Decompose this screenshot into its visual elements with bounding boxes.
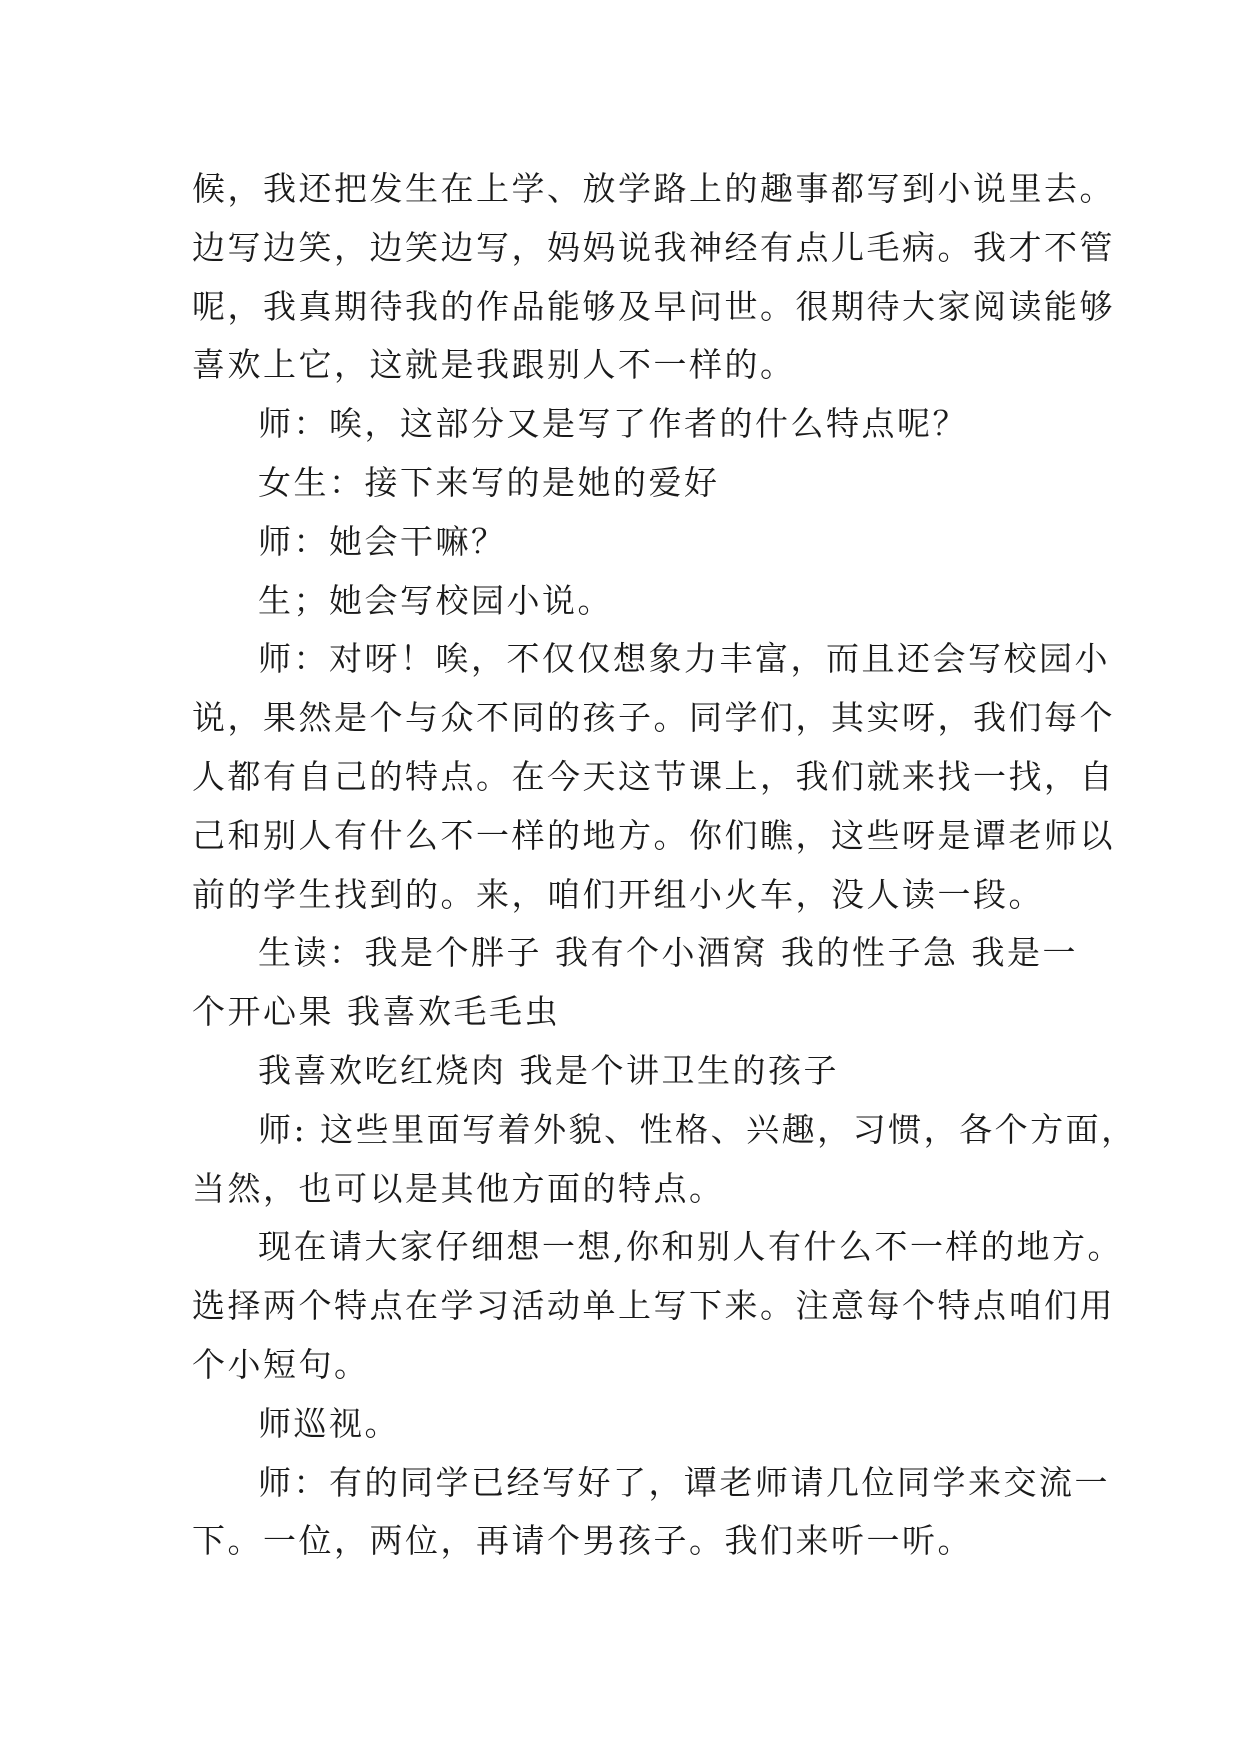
text-line: 呢，我真期待我的作品能够及早问世。很期待大家阅读能够 xyxy=(192,286,1115,326)
text-line: 师：唉，这部分又是写了作者的什么特点呢？ xyxy=(258,404,968,444)
text-line: 师：有的同学已经写好了，谭老师请几位同学来交流一 xyxy=(258,1462,1110,1502)
text-line: 生；她会写校园小说。 xyxy=(258,580,613,620)
text-line: 师巡视。 xyxy=(258,1403,400,1443)
text-line: 人都有自己的特点。在今天这节课上，我们就来找一找，自 xyxy=(192,756,1115,796)
text-line: 生读：我是个胖子 我有个小酒窝 我的性子急 我是一 xyxy=(258,933,1078,973)
text-line: 当然，也可以是其他方面的特点。 xyxy=(192,1168,725,1208)
text-line: 前的学生找到的。来，咱们开组小火车，没人读一段。 xyxy=(192,874,1044,914)
text-line: 喜欢上它，这就是我跟别人不一样的。 xyxy=(192,345,796,385)
text-line: 师：她会干嘛？ xyxy=(258,521,507,561)
text-line: 下。一位，两位，再请个男孩子。我们来听一听。 xyxy=(192,1521,973,1561)
text-line: 说，果然是个与众不同的孩子。同学们，其实呀，我们每个 xyxy=(192,698,1115,738)
text-line: 个开心果 我喜欢毛毛虫 xyxy=(192,992,560,1032)
text-line: 师：对呀！唉，不仅仅想象力丰富，而且还会写校园小 xyxy=(258,639,1110,679)
text-line: 选择两个特点在学习活动单上写下来。注意每个特点咱们用 xyxy=(192,1286,1115,1326)
text-line: 我喜欢吃红烧肉 我是个讲卫生的孩子 xyxy=(258,1050,839,1090)
text-line: 个小短句。 xyxy=(192,1344,370,1384)
text-line: 候，我还把发生在上学、放学路上的趣事都写到小说里去。 xyxy=(192,169,1115,208)
text-line: 己和别人有什么不一样的地方。你们瞧，这些呀是谭老师以 xyxy=(192,815,1115,855)
text-line: 边写边笑，边笑边写，妈妈说我神经有点儿毛病。我才不管 xyxy=(192,227,1115,267)
document-body xyxy=(192,160,1137,1571)
text-line: 女生：接下来写的是她的爱好 xyxy=(258,462,720,502)
text-line: 现在请大家仔细想一想,你和别人有什么不一样的地方。 xyxy=(258,1227,1123,1267)
text-line: 师: 这些里面写着外貌、性格、兴趣，习惯，各个方面， xyxy=(258,1109,1137,1149)
